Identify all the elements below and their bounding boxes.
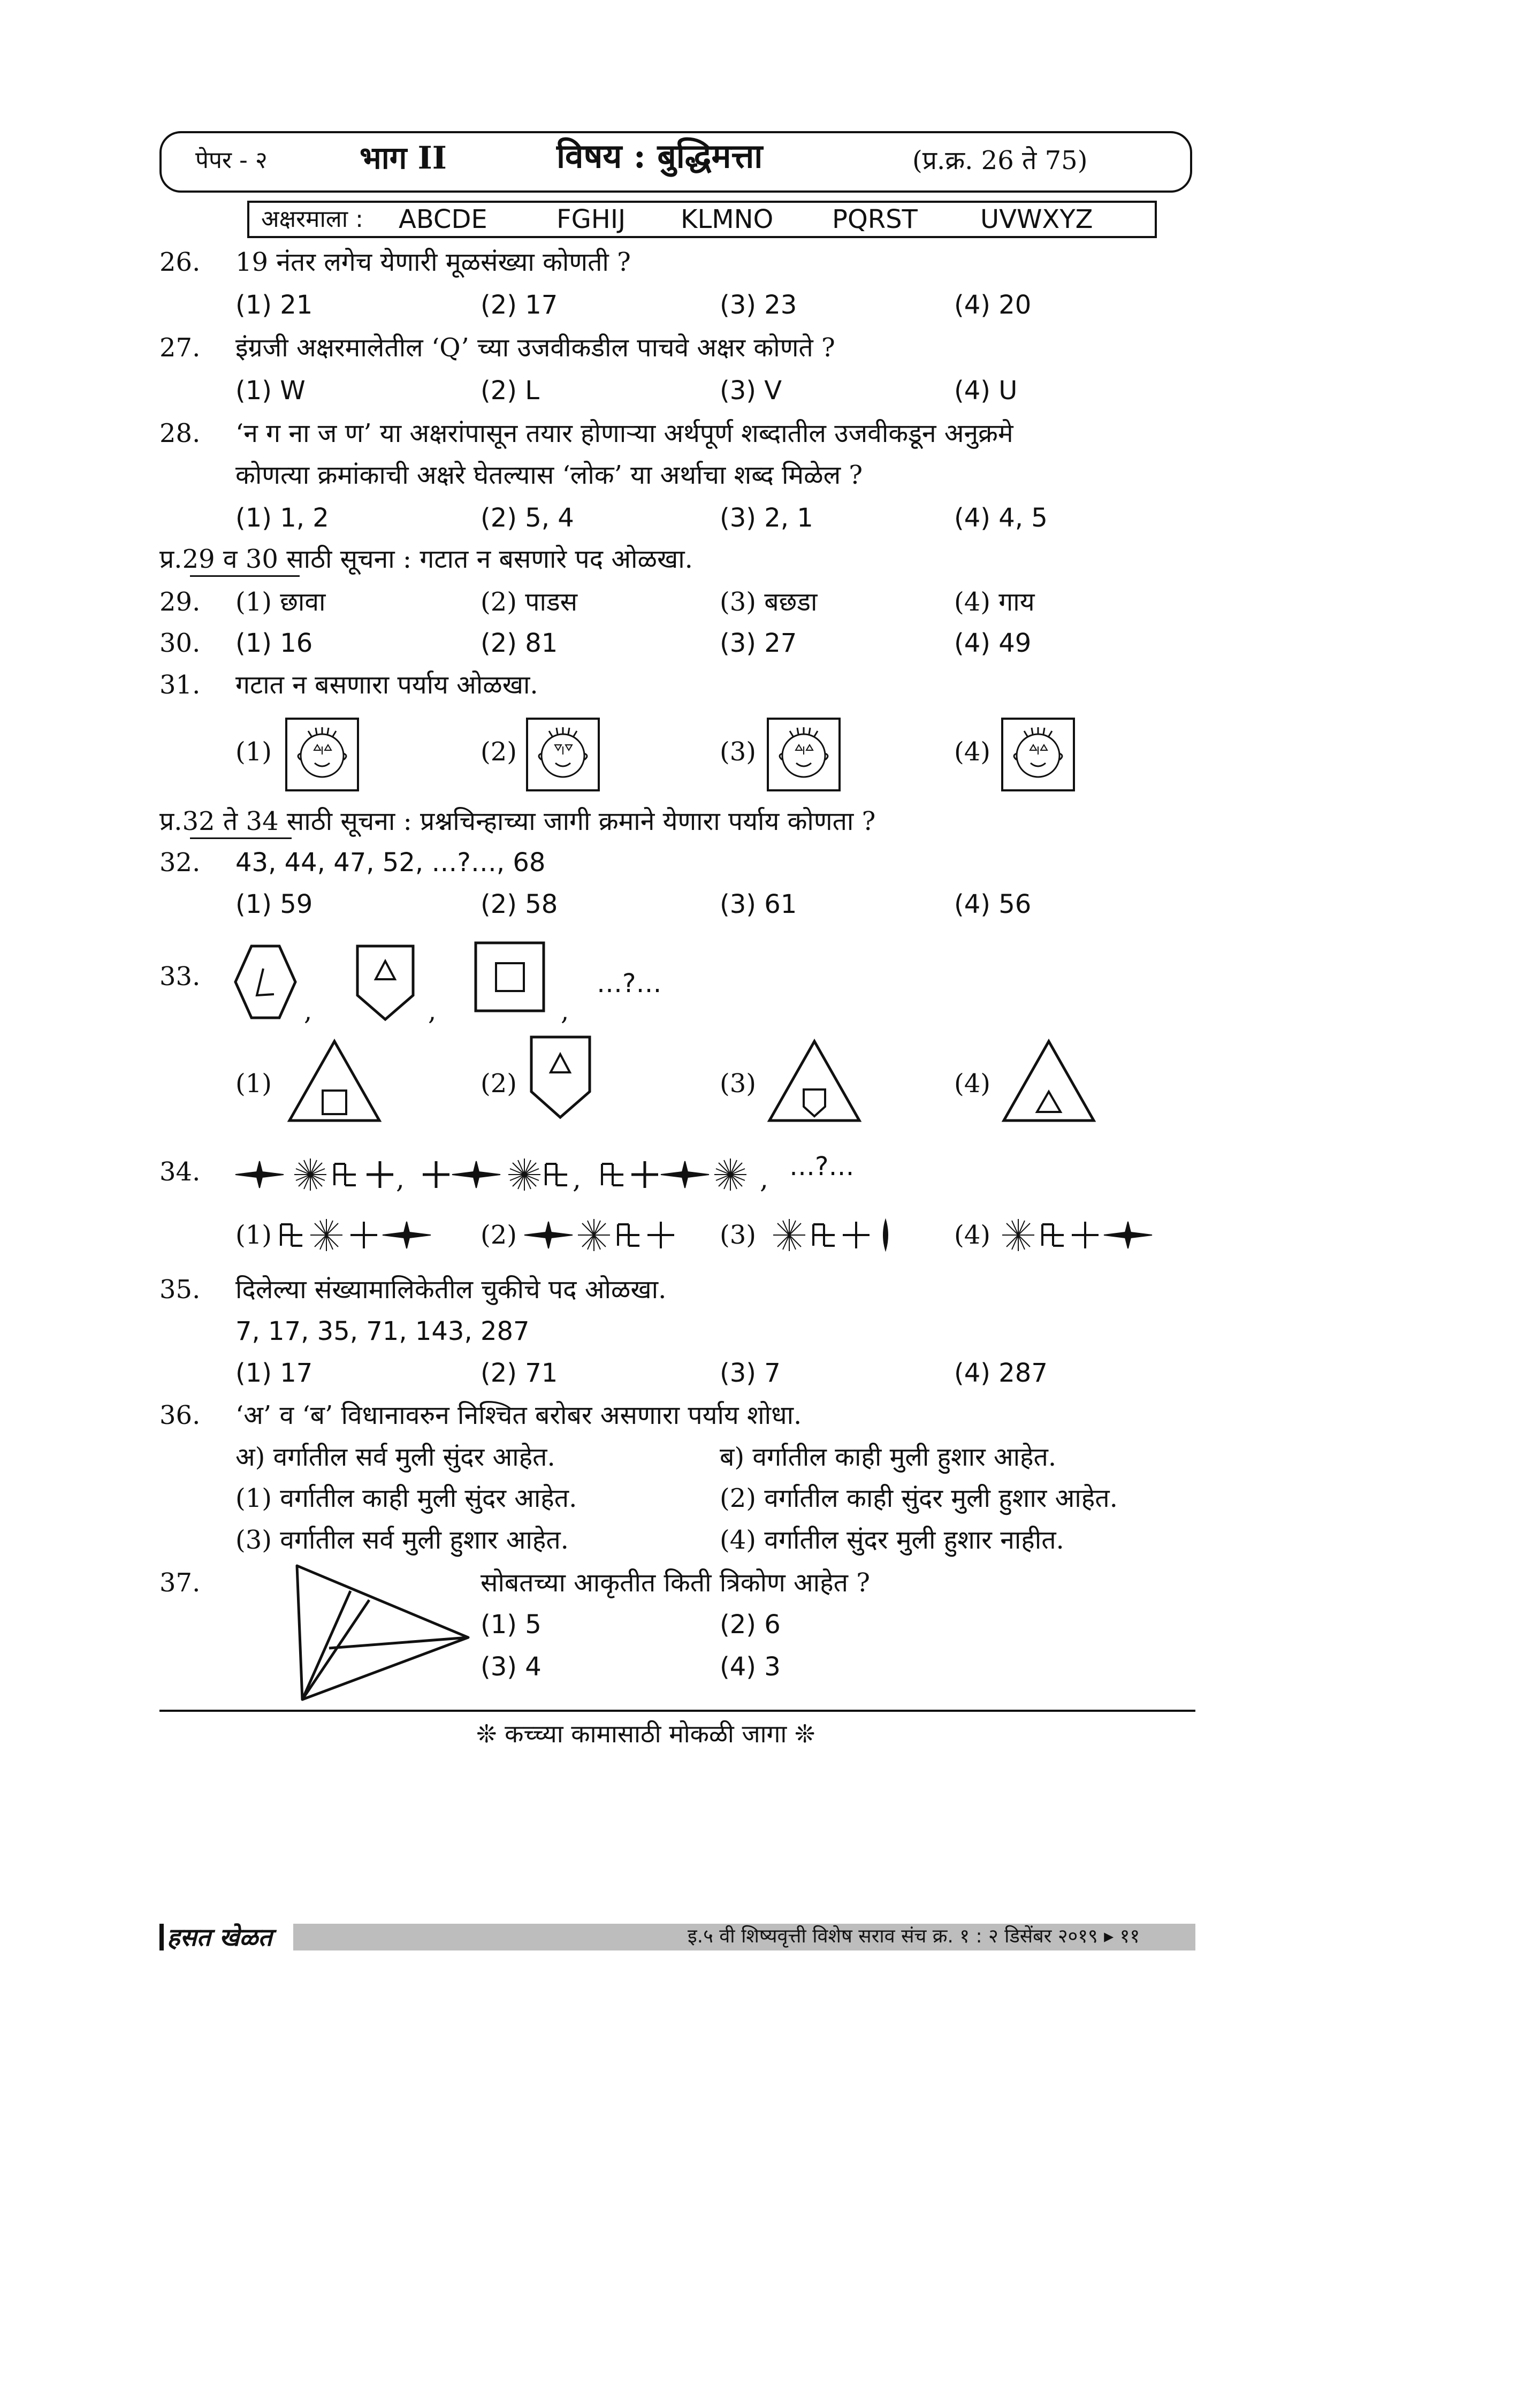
- question-text: सोबतच्या आकृतीत किती त्रिकोण आहेत ?: [481, 1568, 870, 1598]
- option: (3) 7: [720, 1358, 781, 1388]
- question-number: 37.: [159, 1568, 201, 1598]
- option: (2): [481, 1069, 517, 1099]
- option: (4) 49: [954, 628, 1032, 658]
- subject-title: विषय : बुद्धिमत्ता: [556, 136, 763, 176]
- option: (4) 287: [954, 1358, 1048, 1388]
- footer-brand: हसत खेळत: [167, 1923, 272, 1952]
- triangle-pentagon-figure: [766, 1038, 863, 1124]
- option: (4): [954, 1220, 990, 1250]
- question-text: कोणत्या क्रमांकाची अक्षरे घेतल्यास ‘लोक’ या अर्थाचा शब्द मिळेल ?: [235, 460, 863, 490]
- option: (3): [720, 737, 756, 767]
- triangle-square-figure: [286, 1038, 383, 1124]
- option: (4) 56: [954, 889, 1032, 919]
- option: (1): [235, 1069, 272, 1099]
- triangle-triangle-figure: [1001, 1038, 1097, 1124]
- option: (4): [954, 737, 990, 767]
- underline: [190, 575, 300, 577]
- question-number: 31.: [159, 670, 201, 700]
- footer-info: इ.५ वी शिष्यवृत्ती विशेष सराव संच क्र. १ : २ डिसेंबर २०१९ ▸ ११: [688, 1925, 1140, 1947]
- question-number: 30.: [159, 628, 201, 658]
- square-figure: [474, 941, 546, 1013]
- option: (3) 23: [720, 290, 797, 320]
- option: (1) छावा: [235, 587, 326, 617]
- option: (2) 6: [720, 1610, 781, 1640]
- option: (2) L: [481, 376, 539, 406]
- option: (1): [235, 1220, 272, 1250]
- question-text: 19 नंतर लगेच येणारी मूळसंख्या कोणती ?: [235, 247, 631, 277]
- alphabet-group: KLMNO: [681, 204, 774, 234]
- option: (4) 3: [720, 1652, 781, 1682]
- part-label: भाग II: [360, 140, 447, 176]
- symbol-sequence: [225, 1150, 803, 1199]
- option: (1) 1, 2: [235, 503, 329, 533]
- option: (3) 27: [720, 628, 797, 658]
- alphabet-group: PQRST: [832, 204, 918, 234]
- option: (4) 20: [954, 290, 1032, 320]
- question-text: दिलेल्या संख्यामालिकेतील चुकीचे पद ओळखा.: [235, 1275, 667, 1305]
- option: (4) वर्गातील सुंदर मुली हुशार नाहीत.: [720, 1525, 1064, 1555]
- divider: [159, 1710, 1195, 1712]
- option: (1) वर्गातील काही मुली सुंदर आहेत.: [235, 1483, 577, 1513]
- paper-label: पेपर - २: [195, 147, 268, 174]
- option: (3): [720, 1220, 756, 1250]
- question-mark: …?…: [597, 969, 662, 999]
- svg-text:,: ,: [573, 1163, 581, 1194]
- option: (3) 61: [720, 889, 797, 919]
- rough-work-label: ❊ कच्च्या कामासाठी मोकळी जागा ❊: [476, 1719, 815, 1748]
- instruction: प्र.29 व 30 साठी सूचना : गटात न बसणारे पद ओळखा.: [159, 544, 693, 574]
- face-figure-1: [285, 717, 360, 792]
- option: (1) W: [235, 376, 306, 406]
- option: (4): [954, 1069, 990, 1099]
- symbol-option-3: [771, 1214, 910, 1256]
- pentagon-figure: [353, 942, 417, 1022]
- option: (1) 59: [235, 889, 313, 919]
- question-number: 36.: [159, 1400, 201, 1430]
- number-series: 43, 44, 47, 52, …?…, 68: [235, 848, 546, 878]
- svg-text:,: ,: [396, 1163, 405, 1194]
- instruction: प्र.32 ते 34 साठी सूचना : प्रश्नचिन्हाच्या जागी क्रमाने येणारा पर्याय कोणता ?: [159, 806, 876, 836]
- svg-text:,: ,: [760, 1163, 768, 1194]
- question-text: गटात न बसणारा पर्याय ओळखा.: [235, 670, 538, 700]
- comma: ,: [561, 996, 569, 1026]
- underline: [190, 837, 292, 839]
- option: (2) वर्गातील काही सुंदर मुली हुशार आहेत.: [720, 1483, 1118, 1513]
- triangles-figure: [292, 1561, 474, 1703]
- face-figure-2: [525, 717, 600, 792]
- face-figure-3: [766, 717, 841, 792]
- option: (1) 21: [235, 290, 313, 320]
- question-number: 34.: [159, 1157, 201, 1187]
- option: (2) 71: [481, 1358, 558, 1388]
- option: (1) 5: [481, 1610, 542, 1640]
- option: (2): [481, 1220, 517, 1250]
- question-mark: …?…: [789, 1152, 855, 1182]
- alphabet-label: अक्षरमाला :: [261, 205, 363, 233]
- option: (1) 16: [235, 628, 313, 658]
- option: (4) U: [954, 376, 1018, 406]
- option: (2) 5, 4: [481, 503, 574, 533]
- question-text: ‘न ग ना ज ण’ या अक्षरांपासून तयार होणाऱ्या अर्थपूर्ण शब्दातील उजवीकडून अनुक्रमे: [235, 418, 1013, 448]
- option: (2): [481, 737, 517, 767]
- option: (2) पाडस: [481, 587, 578, 617]
- alphabet-group: UVWXYZ: [980, 204, 1093, 234]
- hexagon-figure: [230, 942, 300, 1022]
- option: (3): [720, 1069, 756, 1099]
- symbol-option-2: [522, 1214, 682, 1256]
- question-number: 32.: [159, 848, 201, 878]
- question-number: 28.: [159, 418, 201, 448]
- statement-a: अ) वर्गातील सर्व मुली सुंदर आहेत.: [235, 1442, 555, 1472]
- option: (3) बछडा: [720, 587, 818, 617]
- option: (3) वर्गातील सर्व मुली हुशार आहेत.: [235, 1525, 569, 1555]
- statement-b: ब) वर्गातील काही मुली हुशार आहेत.: [720, 1442, 1057, 1472]
- option: (2) 17: [481, 290, 558, 320]
- question-number: 27.: [159, 333, 201, 363]
- symbol-option-4: [1000, 1214, 1160, 1256]
- question-number: 26.: [159, 247, 201, 277]
- question-text: ‘अ’ व ‘ब’ विधानावरुन निश्चित बरोबर असणारा पर्याय शोधा.: [235, 1400, 802, 1430]
- question-number: 29.: [159, 587, 201, 617]
- option: (3) V: [720, 376, 782, 406]
- option: (2) 81: [481, 628, 558, 658]
- alphabet-group: ABCDE: [399, 204, 487, 234]
- option: (3) 2, 1: [720, 503, 813, 533]
- comma: ,: [304, 996, 312, 1026]
- option: (4) 4, 5: [954, 503, 1048, 533]
- pentagon-triangle-figure: [527, 1033, 594, 1121]
- question-range: (प्र.क्र. 26 ते 75): [912, 146, 1088, 176]
- face-figure-4: [1001, 717, 1076, 792]
- question-number: 33.: [159, 962, 201, 992]
- comma: ,: [428, 996, 437, 1026]
- option: (1) 17: [235, 1358, 313, 1388]
- alphabet-group: FGHIJ: [556, 204, 626, 234]
- question-text: इंग्रजी अक्षरमालेतील ‘Q’ च्या उजवीकडील पाचवे अक्षर कोणते ?: [235, 333, 835, 363]
- question-number: 35.: [159, 1275, 201, 1305]
- option: (2) 58: [481, 889, 558, 919]
- symbol-option-1: [278, 1214, 439, 1256]
- option: (3) 4: [481, 1652, 542, 1682]
- footer-brand-mark: [159, 1924, 164, 1950]
- option: (4) गाय: [954, 587, 1035, 617]
- option: (1): [235, 737, 272, 767]
- number-series: 7, 17, 35, 71, 143, 287: [235, 1316, 530, 1346]
